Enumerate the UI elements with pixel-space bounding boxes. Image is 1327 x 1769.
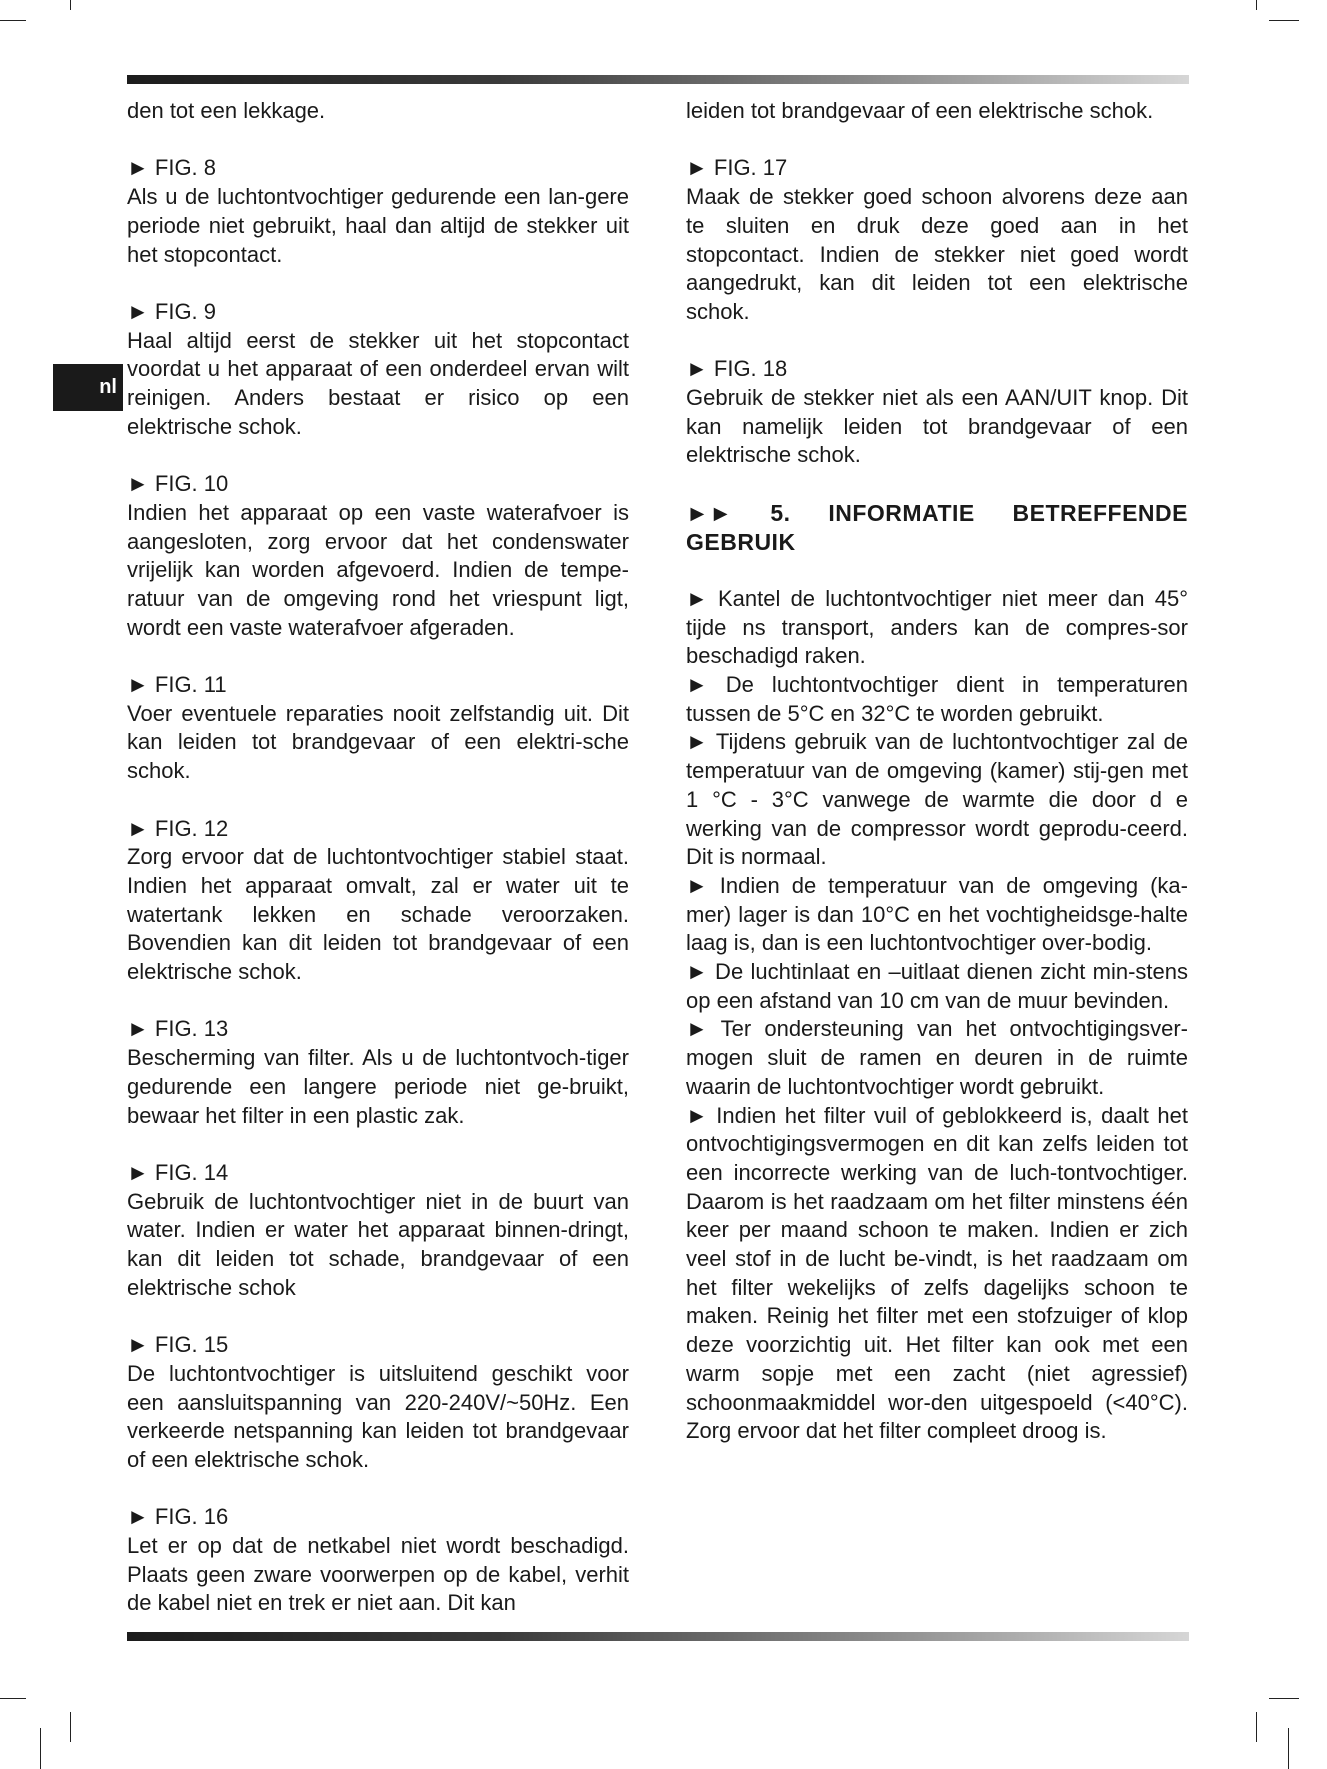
fig-heading: ► FIG. 11 xyxy=(127,672,227,697)
fig-text: Gebruik de stekker niet als een AAN/UIT knop. Dit kan namelijk leiden tot brandgevaar of een elektrische schok. xyxy=(686,385,1188,468)
crop-mark xyxy=(0,20,26,21)
fig-heading: ► FIG. 9 xyxy=(127,298,217,324)
left-column xyxy=(127,97,629,1618)
fig-heading: ► FIG. 12 xyxy=(127,815,229,841)
continuation-text: leiden tot brandgevaar of een elektrische schok. xyxy=(686,98,1154,123)
fig-heading: ► FIG. 15 xyxy=(127,1332,229,1358)
usage-bullet: ► De luchtontvochtiger dient in temperaturen tussen de 5°C en 32°C te worden gebruikt. xyxy=(686,672,1188,726)
fig-heading: ► FIG. 17 xyxy=(686,155,788,181)
crop-mark xyxy=(70,1712,71,1742)
fig-heading: ► FIG. 8 xyxy=(127,155,217,181)
crop-mark xyxy=(1256,1712,1257,1742)
fig-text: Bescherming van filter. Als u de luchtontvoch-tiger gedurende een langere periode niet ge-bruikt, bewaar het filter in een plastic zak. xyxy=(127,1045,629,1128)
fig-text: Als u de luchtontvochtiger gedurende een lan-gere periode niet gebruikt, haal dan altijd de stekker uit het stopcontact. xyxy=(127,184,629,267)
crop-mark xyxy=(1288,1728,1289,1769)
fig-text: Voer eventuele reparaties nooit zelfstandig uit. Dit kan leiden tot brandgevaar of een elektri-sche schok. xyxy=(127,700,629,784)
fig-heading: ► FIG. 14 xyxy=(127,1159,229,1185)
usage-bullet: ► Ter ondersteuning van het ontvochtigingsver-mogen sluit de ramen en deuren in de ruimte waarin de luchtontvochtiger wordt gebruikt. xyxy=(686,1016,1188,1099)
crop-mark xyxy=(40,1728,41,1769)
fig-text: Let er op dat de netkabel niet wordt beschadigd. Plaats geen zware voorwerpen op de kabel, verhit de kabel niet en trek er niet aan. Dit kan xyxy=(127,1533,629,1616)
crop-mark xyxy=(1269,1698,1299,1699)
crop-mark xyxy=(0,1698,26,1699)
fig-heading: ► FIG. 16 xyxy=(127,1504,229,1530)
header-bar xyxy=(127,75,1189,84)
fig-text: Zorg ervoor dat de luchtontvochtiger stabiel staat. Indien het apparaat omvalt, zal er water uit te watertank lekken en schade veroorzaken. Bovendien kan dit leiden tot brandgevaar of een elektrische schok. xyxy=(127,844,629,985)
fig-heading: ► FIG. 18 xyxy=(686,356,788,382)
fig-text: Indien het apparaat op een vaste waterafvoer is aangesloten, zorg ervoor dat het condenswater vrijelijk kan worden afgevoerd. Indien de tempe-ratuur van de omgeving rond het vriespunt ligt, wordt een vaste waterafvoer afgeraden. xyxy=(127,499,629,640)
usage-bullet: ► Tijdens gebruik van de luchtontvochtiger zal de temperatuur van de omgeving (kamer) stij-gen met 1 °C - 3°C vanwege de warmte die door d e werking van de compressor wordt geprodu-ceerd. Dit is normaal. xyxy=(686,729,1188,870)
fig-text: Maak de stekker goed schoon alvorens deze aan te sluiten en druk deze goed aan in het stopcontact. Indien de stekker niet goed wordt aangedrukt, kan dit leiden tot een elektrische schok. xyxy=(686,184,1188,324)
right-column xyxy=(686,97,1188,1446)
continuation-text: den tot een lekkage. xyxy=(127,98,326,123)
fig-text: Haal altijd eerst de stekker uit het stopcontact voordat u het apparaat of een onderdeel ervan wilt reinigen. Anders bestaat er risico op een elektrische schok. xyxy=(127,327,629,439)
crop-mark xyxy=(1256,0,1257,10)
usage-bullet: ► Indien de temperatuur van de omgeving (ka-mer) lager is dan 10°C en het vochtigheidsge-halte laag is, dan is een luchtontvochtiger over-bodig. xyxy=(686,872,1188,956)
fig-text: Gebruik de luchtontvochtiger niet in de buurt van water. Indien er water het apparaat binnen-dringt, kan dit leiden tot schade, brandgevaar of een elektrische schok xyxy=(127,1188,629,1300)
usage-bullet: ► Kantel de luchtontvochtiger niet meer dan 45° tijde ns transport, anders kan de compres-sor beschadigd raken. xyxy=(686,585,1188,669)
fig-heading: ► FIG. 10 xyxy=(127,471,229,497)
language-tab: nl xyxy=(53,364,123,411)
crop-mark xyxy=(70,0,71,10)
section-title: ►► 5. INFORMATIE BETREFFENDE GEBRUIK xyxy=(686,499,1188,555)
fig-text: De luchtontvochtiger is uitsluitend geschikt voor een aansluitspanning van 220-240V/~50Hz. Een verkeerde netspanning kan leiden tot brandgevaar of een elektrische schok. xyxy=(127,1360,629,1472)
crop-mark xyxy=(1269,20,1299,21)
footer-bar xyxy=(127,1632,1189,1641)
usage-bullet: ► Indien het filter vuil of geblokkeerd is, daalt het ontvochtigingsvermogen en dit kan zelfs leiden tot een incorrecte werking van de luch-tontvochtiger. Daarom is het raadzaam om het filter minstens één keer per maand schoon te maken. Indien er zich veel stof in de lucht be-vindt, is het raadzaam om het filter wekelijks of zelfs dagelijks schoon te maken. Reinig het filter met een stofzuiger of klop deze voorzichtig uit. Het filter kan ook met een warm sopje met een zacht (niet agressief) schoonmaakmiddel wor-den uitgespoeld (<40°C). Zorg ervoor dat het filter compleet droog is. xyxy=(686,1102,1188,1444)
fig-heading: ► FIG. 13 xyxy=(127,1016,229,1042)
usage-bullet: ► De luchtinlaat en –uitlaat dienen zicht min-stens op een afstand van 10 cm van de muur bevinden. xyxy=(686,959,1188,1013)
